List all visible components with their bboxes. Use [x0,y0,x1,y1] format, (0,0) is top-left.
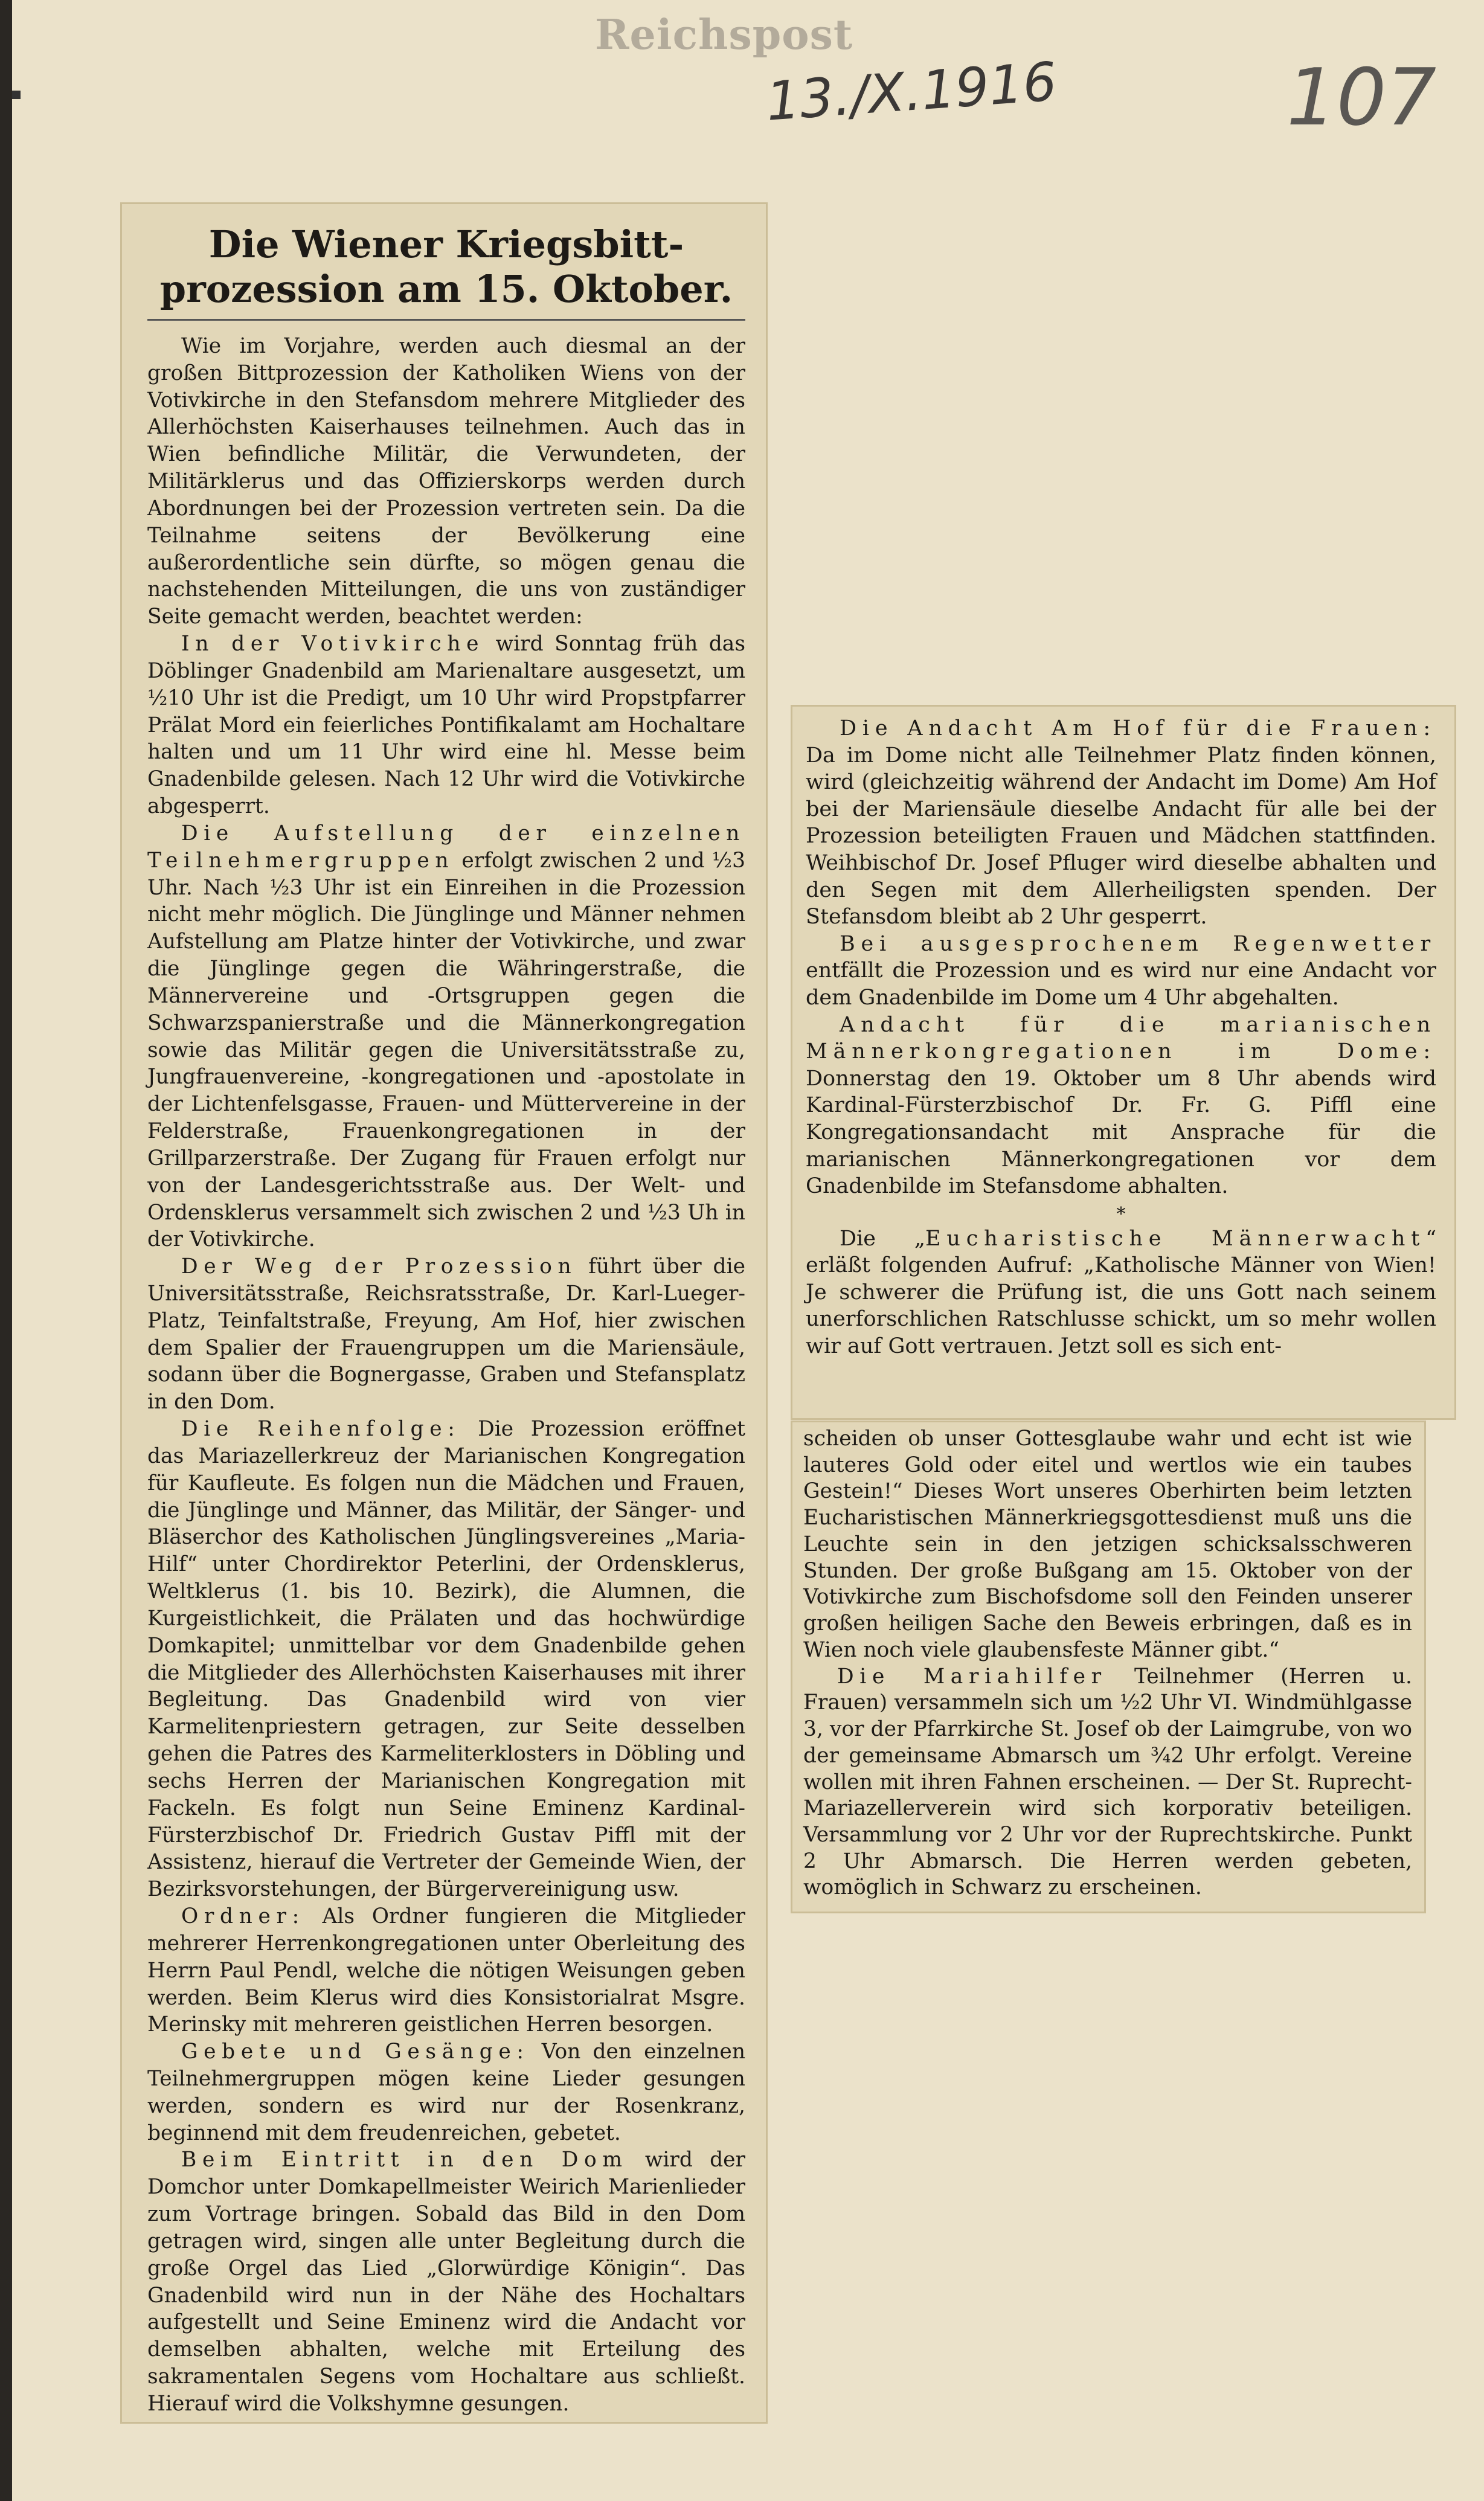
handwritten-date: 13./X.1916 [763,50,1059,133]
archive-sheet [12,0,1484,2501]
article-paragraph: Die Mariahilfer Teilnehmer (Herren u. Frauen) versammeln sich um ½2 Uhr VI. Windmühlgasse 3, vor der Pfarrkirche St. Josef ob der Laimgrube, von wo der gemeinsame Abmarsch um ¾2 Uhr erfolgt. Vereine wollen mit ihren Fahnen erscheinen. — Der St. Ruprecht-Mariazellerverein wird sich korporativ beteiligen. Versammlung vor 2 Uhr vor der Ruprechtskirche. Punkt 2 Uhr Abmarsch. Die Herren werden gebeten, womöglich in Schwarz zu erscheinen. [803,1664,1412,1900]
article-paragraph: Ordner: Als Ordner fungieren die Mitglieder mehrerer Herrenkongregationen unter Oberleitung des Herrn Paul Pendl, welche die nötigen Weisungen geben werden. Beim Klerus wird dies Konsistorialrat Msgre. Merinsky mit mehreren geistlichen Herren besorgen. [147,1904,745,2037]
continuation-clipping-1 [792,707,1454,1418]
article-paragraph: Wie im Vorjahre, werden auch diesmal an der großen Bittprozession der Katholiken Wiens von der Votivkirche in den Stefansdom mehrere Mitglieder des Allerhöchsten Kaiserhauses teilnehmen. Auch das in Wien befindliche Militär, die Verwundeten, der Militärklerus und das Offizierskorps werden durch Abordnungen bei der Prozession vertreten sein. Da die Teilnahme seitens der Bevölkerung eine außerordentliche sein dürfte, so mögen genau die nachstehenden Mitteilungen, die uns von zuständiger Seite gemacht werden, beachtet werden: [147,334,745,629]
article-paragraph: Beim Eintritt in den Dom wird der Domchor unter Domkapellmeister Weirich Marienlieder zum Vortrage bringen. Sobald das Bild in den Dom getragen wird, singen alle unter Begleitung durch die große Orgel das Lied „Glorwürdige Königin“. Das Gnadenbild wird nun in der Nähe des Hochaltars aufgestellt und Seine Eminenz wird die Andacht vor demselben abhalten, welche mit Erteilung des sakramentalen Segens vom Hochaltare aus schließt. Hierauf wird die Volkshymne gesungen. [147,2148,745,2416]
article-paragraph: In der Votivkirche wird Sonntag früh das Döblinger Gnadenbild am Marienaltare ausgesetzt, um ½10 Uhr ist die Predigt, um 10 Uhr wird Propstpfarrer Prälat Mord ein feierliches Pontifikalamt am Hochaltare halten und um 11 Uhr wird eine hl. Messe beim Gnadenbilde gelesen. Nach 12 Uhr wird die Votivkirche abgesperrt. [147,632,745,819]
continuation-clipping-2 [792,1422,1424,1912]
article-clipping [122,204,766,2422]
article-paragraph: Die Reihenfolge: Die Prozession eröffnet das Mariazellerkreuz der Marianischen Kongregation für Kaufleute. Es folgen nun die Mädchen und Frauen, die Jünglinge und Männer, das Militär, der Sänger- und Bläserchor des Katholischen Jünglingsvereines „Maria-Hilf“ unter Chordirektor Peterlini, der Ordensklerus, Weltklerus (1. bis 10. Bezirk), die Alumnen, die Kurgeistlichkeit, die Prälaten und das hochwürdige Domkapitel; unmittelbar vor dem Gnadenbilde gehen die Mitglieder des Allerhöchsten Kaiserhauses mit ihrer Begleitung. Das Gnadenbild wird von vier Karmelitenpriestern getragen, zur Seite desselben gehen die Patres des Karmeliterklosters in Döbling und sechs Herren der Marianischen Kongregation mit Fackeln. Es folgt nun Seine Eminenz Kardinal-Fürsterzbischof Dr. Friedrich Gustav Piffl mit der Assistenz, hierauf die Vertreter der Gemeinde Wien, der Bezirksvorstehungen, der Bürgervereinigung usw. [147,1417,745,1902]
article-body [147,333,745,2418]
article-paragraph: Die Andacht Am Hof für die Frauen: Da im Dome nicht alle Teilnehmer Platz finden können, wird (gleichzeitig während der Andacht im Dome) Am Hof bei der Mariensäule dieselbe Andacht für alle bei der Prozession beteiligten Frauen und Mädchen stattfinden. Weihbischof Dr. Josef Pfluger wird dieselbe abhalten und den Segen mit dem Allerheiligsten spenden. Der Stefansdom bleibt ab 2 Uhr gesperrt. [806,716,1436,929]
article-paragraph: Der Weg der Prozession führt über die Universitätsstraße, Reichsratsstraße, Dr. Karl-Lueger-Platz, Teinfaltstraße, Freyung, Am Hof, hier zwischen dem Spalier der Frauengruppen um die Mariensäule, sodann über die Bognergasse, Graben und Stefansplatz in den Dom. [147,1254,745,1414]
article-paragraph: Andacht für die marianischen Männerkongregationen im Dome: Donnerstag den 19. Oktober um 8 Uhr abends wird Kardinal-Fürsterzbischof Dr. Fr. G. Piffl eine Kongregationsandacht mit Ansprache für die marianischen Männerkongregationen vor dem Gnadenbilde im Stefansdome abhalten. [806,1012,1436,1199]
article-paragraph: Die Aufstellung der einzelnen Teilnehmergruppen erfolgt zwischen 2 und ½3 Uhr. Nach ½3 Uhr ist ein Einreihen in die Prozession nicht mehr möglich. Die Jünglinge und Männer nehmen Aufstellung am Platze hinter der Votivkirche, und zwar die Jünglinge gegen die Währingerstraße, die Männervereine und -Ortsgruppen gegen die Schwarzspanierstraße und die Männerkongregation sowie das Militär gegen die Universitätsstraße zu, Jungfrauenvereine, -kongregationen und -apostolate in der Lichtenfelsgasse, Frauen- und Müttervereine in der Felderstraße, Frauenkongregationen in der Grillparzerstraße. Der Zugang für Frauen erfolgt nur von der Landesgerichtsstraße aus. Der Welt- und Ordensklerus versammelt sich zwischen 2 und ½3 Uh in der Votivkirche. [147,821,745,1252]
newspaper-stamp: Reichspost [595,11,853,59]
article-paragraph: Gebete und Gesänge: Von den einzelnen Teilnehmergruppen mögen keine Lieder gesungen werden, sondern es wird nur der Rosenkranz, beginnend mit dem freudenreichen, gebetet. [147,2040,745,2145]
section-separator: * [1116,1203,1126,1225]
edge-mark [12,91,21,99]
article-paragraph: scheiden ob unser Gottesglaube wahr und echt ist wie lauteres Gold oder eitel und wertlos wie ein taubes Gestein!“ Dieses Wort unseres Oberhirten beim letzten Eucharistischen Männerkriegsgottesdienst muß uns die Leuchte sein in den jetzigen schicksalsschweren Stunden. Der große Bußgang am 15. Oktober von der Votivkirche zum Bischofsdome soll den Feinden unserer großen heiligen Sache den Beweis erbringen, daß es in Wien noch viele glaubensfeste Männer gibt.“ [803,1427,1412,1662]
handwritten-number: 107 [1286,51,1437,143]
article-headline: Die Wiener Kriegsbitt-prozession am 15. Oktober. [147,222,745,321]
article-paragraph: Die „Eucharistische Männerwacht“ erläßt folgenden Aufruf: „Katholische Männer von Wien! Je schwerer die Prüfung ist, die uns Gott nach seinem unerforschlichen Ratschlusse schickt, um so mehr wollen wir auf Gott vertrauen. Jetzt soll es sich ent- [806,1226,1436,1359]
article-paragraph: Bei ausgesprochenem Regenwetter entfällt die Prozession und es wird nur eine Andacht vor dem Gnadenbilde im Dome um 4 Uhr abgehalten. [806,931,1436,1010]
